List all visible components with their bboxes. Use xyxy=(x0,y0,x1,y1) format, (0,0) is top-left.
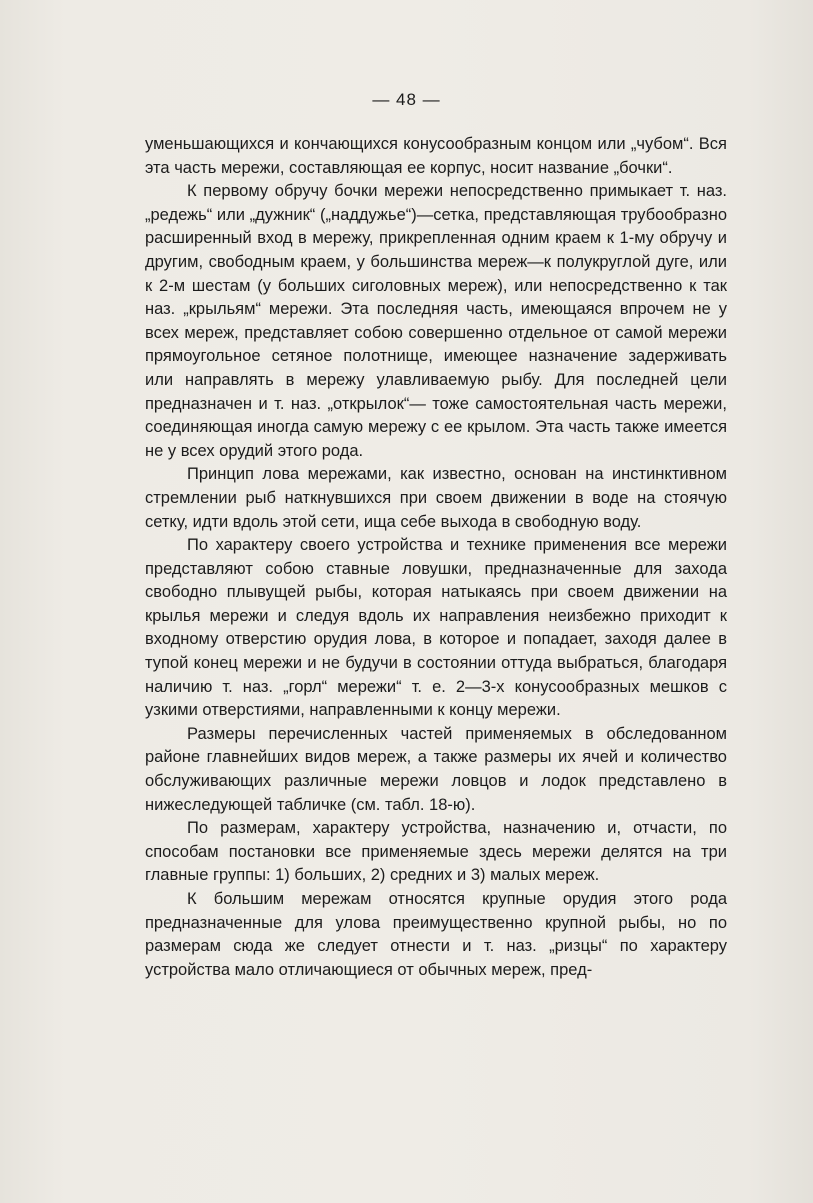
paragraph-2: К первому обручу бочки мережи непосредственно примыкает т. наз. „редежь“ или „дужник“ („наддужье“)—сетка, представляющая трубообразно расширенный вход в мережу, прикрепленная одним краем к 1-му обручу и другим, свободным краем, у большинства мереж—к полукруглой дуге, или к 2-м шестам (у больших сиголовных мереж), или непосредственно к так наз. „крыльям“ мережи. Эта последняя часть, имеющаяся впрочем не у всех мереж, представляет собою совершенно отдельное от самой мережи прямоугольное сетяное полотнище, имеющее назначение задерживать или направлять в мережу улавливаемую рыбу. Для последней цели предназначен и т. наз. „открылок“— тоже самостоятельная часть мережи, соединяющая иногда самую мережу с ее крылом. Эта часть также имеется не у всех орудий этого рода. xyxy=(145,182,727,460)
page-number: — 48 — xyxy=(372,90,441,109)
paragraph-3: Принцип лова мережами, как известно, основан на инстинктивном стремлении рыб наткнувшихся при своем движении в воде на стоячую сетку, идти вдоль этой сети, ища себе выхода в свободную воду. xyxy=(145,465,727,531)
body-text xyxy=(145,133,727,982)
paragraph-4: По характеру своего устройства и технике применения все мережи представляют собою ставные ловушки, предназначенные для захода свободно плывущей рыбы, которая натыкаясь при своем движении на крылья мережи и следуя вдоль их направления неизбежно приходит к входному отверстию орудия лова, в которое и попадает, заходя далее в тупой конец мережи и не будучи в состоянии оттуда выбраться, благодаря наличию т. наз. „горл“ мережи“ т. е. 2—3-х конусообразных мешков с узкими отверстиями, направленными к концу мережи. xyxy=(145,536,727,720)
paragraph-7: К большим мережам относятся крупные орудия этого рода предназначенные для улова преимущественно крупной рыбы, но по размерам сюда же следует отнести и т. наз. „ризцы“ по характеру устройства мало отличающиеся от обычных мереж, пред- xyxy=(145,890,727,979)
paragraph-5: Размеры перечисленных частей применяемых в обследованном районе главнейших видов мереж, а также размеры их ячей и количество обслуживающих различные мережи ловцов и лодок представлено в нижеследующей табличке (см. табл. 18-ю). xyxy=(145,724,727,814)
paragraph-6: По размерам, характеру устройства, назначению и, отчасти, по способам постановки все применяемые здесь мережи делятся на три главные группы: 1) больших, 2) средних и 3) малых мереж. xyxy=(145,819,727,885)
paragraph-1: уменьшающихся и кончающихся конусообразным концом или „чубом“. Вся эта часть мережи, составляющая ее корпус, носит название „бочки“. xyxy=(145,135,727,177)
